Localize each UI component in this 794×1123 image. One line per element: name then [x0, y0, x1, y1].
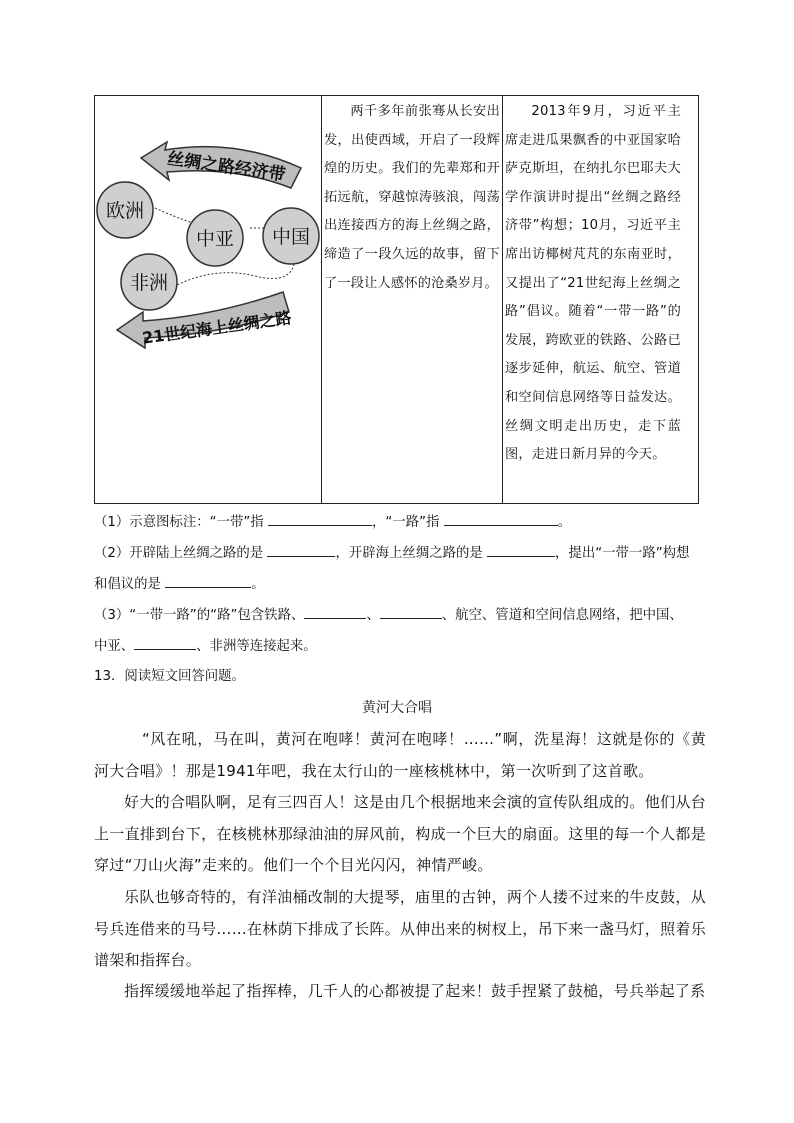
initiative-text: 2013年9月，习近平主席走进瓜果飘香的中亚国家哈萨克斯坦，在纳扎尔巴耶夫大学作演讲时提出“丝绸之路经济带”构想；10月，习近平主席出访椰树芃芃的东南亚时，又提出了“21世纪海上丝绸之路”倡议。随着“一带一路”的发展，跨欧亚的铁路、公路已逐步延伸，航运、航空、管道和空间信息网络等日益发达。丝绸文明走出历史，走下蓝图，走进日新月异的今天。: [505, 104, 681, 463]
answer-blank-belt[interactable]: [268, 512, 372, 526]
africa-label: 非洲: [129, 272, 169, 294]
initiative-cell: [503, 96, 683, 503]
road-label: 21世纪海上丝绸之路: [141, 308, 293, 348]
question-3-line-1: （3）“一带一路”的“路”包含铁路、 、 、航空、管道和空间信息网络，把中国、: [94, 605, 683, 626]
history-cell: [322, 96, 503, 503]
question-3-line-2: 中亚、 、非洲等连接起来。: [94, 636, 317, 657]
answer-blank-route-2[interactable]: [380, 605, 442, 619]
passage-paragraph-1: “风在吼，马在叫，黄河在咆哮！黄河在咆哮！……”啊，洗星海！这就是你的《黄河大合唱》！那是1941年吧，我在太行山的一座核桃林中，第一次听到了这首歌。: [94, 730, 706, 780]
answer-blank-road[interactable]: [444, 512, 558, 526]
passage-title: 黄河大合唱: [362, 700, 432, 716]
answer-blank-route-1[interactable]: [304, 605, 366, 619]
question-2-line-1: （2）开辟陆上丝绸之路的是 ，开辟海上丝绸之路的是 ，提出“一带一路”构想: [94, 543, 689, 564]
europe-label: 欧洲: [105, 200, 145, 222]
answer-blank-proposer[interactable]: [165, 574, 251, 588]
belt-road-diagram: [95, 116, 322, 436]
question-13-heading: 13．阅读短文回答问题。: [94, 669, 245, 684]
china-label: 中国: [271, 226, 311, 248]
central-asia-label: 中亚: [195, 228, 235, 250]
belt-label: 丝绸之路经济带: [166, 149, 287, 186]
passage-paragraph-2: 好大的合唱队啊，足有三四百人！这是由几个根据地来会演的宣传队组成的。他们从台上一直排到台下，在核桃林那绿油油的屏风前，构成一个巨大的扇面。这里的每一个人都是穿过“刀山火海”走来的。他们一个个目光闪闪，神情严峻。: [94, 793, 707, 874]
passage-paragraph-4: 指挥缓缓地举起了指挥棒，几千人的心都被提了起来！鼓手捏紧了鼓槌，号兵举起了系: [124, 982, 706, 1000]
passage-paragraph-3: 乐队也够奇特的，有洋油桶改制的大提琴，庙里的古钟，两个人搂不过来的牛皮鼓，从号兵连借来的马号……在林荫下排成了长阵。从伸出来的树杈上，吊下来一盏马灯，照着乐谱架和指挥台。: [94, 888, 707, 969]
answer-blank-region[interactable]: [134, 636, 196, 650]
map-cell: [95, 96, 322, 503]
history-text: 两千多年前张骞从长安出发，出使西域，开启了一段辉煌的历史。我们的先辈郑和开拓远航，穿越惊涛骇浪，闯荡出连接西方的海上丝绸之路，缔造了一段久远的故事，留下了一段让人感怀的沧桑岁月。: [324, 104, 500, 291]
silk-road-table: [94, 95, 699, 504]
answer-blank-land-route[interactable]: [267, 543, 335, 557]
question-2-line-2: 和倡议的是 。: [94, 574, 265, 595]
question-1: （1）示意图标注：“一带”指 ，“一路”指 。: [94, 512, 571, 533]
answer-blank-sea-route[interactable]: [487, 543, 555, 557]
